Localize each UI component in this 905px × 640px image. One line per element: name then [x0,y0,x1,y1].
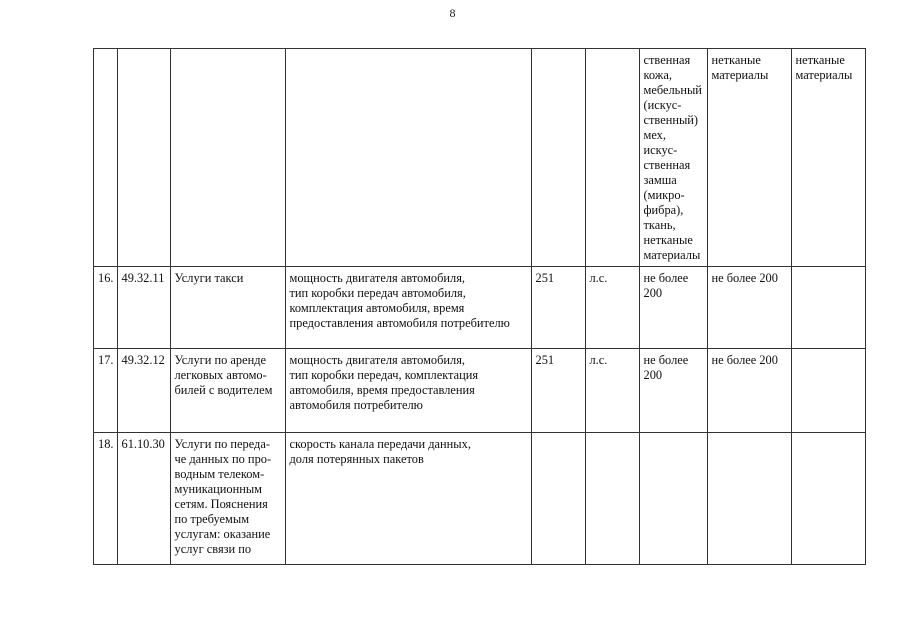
unit-code [531,49,585,267]
service-name: Услуги по переда- че данных по про- водным телеком- муникационным сетям. Пояснения по требуемым услугам: оказание услуг связи по [170,433,285,565]
okpd-code [117,49,170,267]
value-b [707,433,791,565]
service-name: Услуги по аренде легковых автомо- билей с водителем [170,349,285,433]
unit-name: л.с. [585,349,639,433]
okpd-code: 49.32.11 [117,267,170,349]
service-name [170,49,285,267]
row-number: 17. [94,349,118,433]
unit-name [585,433,639,565]
unit-name: л.с. [585,267,639,349]
requirements-table [93,48,866,565]
characteristics [285,49,531,267]
value-b: не более 200 [707,349,791,433]
unit-name [585,49,639,267]
table-row [94,267,866,349]
page-number: 8 [449,6,456,20]
value-b: нетканые материалы [707,49,791,267]
unit-code: 251 [531,267,585,349]
okpd-code: 61.10.30 [117,433,170,565]
row-number: 16. [94,267,118,349]
value-a: ственная кожа, мебельный (искус- ственный) мех, искус- ственная замша (микро- фибра), ткань, нетканые материалы [639,49,707,267]
value-c [791,349,865,433]
service-name: Услуги такси [170,267,285,349]
unit-code [531,433,585,565]
value-c [791,433,865,565]
characteristics: скорость канала передачи данных, доля потерянных пакетов [285,433,531,565]
characteristics: мощность двигателя автомобиля, тип коробки передач, комплектация автомобиля, время предоставления автомобиля потребителю [285,349,531,433]
value-c [791,267,865,349]
table-row [94,349,866,433]
okpd-code: 49.32.12 [117,349,170,433]
unit-code: 251 [531,349,585,433]
row-number: 18. [94,433,118,565]
value-a [639,433,707,565]
characteristics: мощность двигателя автомобиля, тип коробки передач автомобиля, комплектация автомобиля, время предоставления автомобиля потребителю [285,267,531,349]
table-row [94,433,866,565]
value-a: не более 200 [639,267,707,349]
value-a: не более 200 [639,349,707,433]
value-c: нетканые материалы [791,49,865,267]
row-number [94,49,118,267]
table-row [94,49,866,267]
value-b: не более 200 [707,267,791,349]
